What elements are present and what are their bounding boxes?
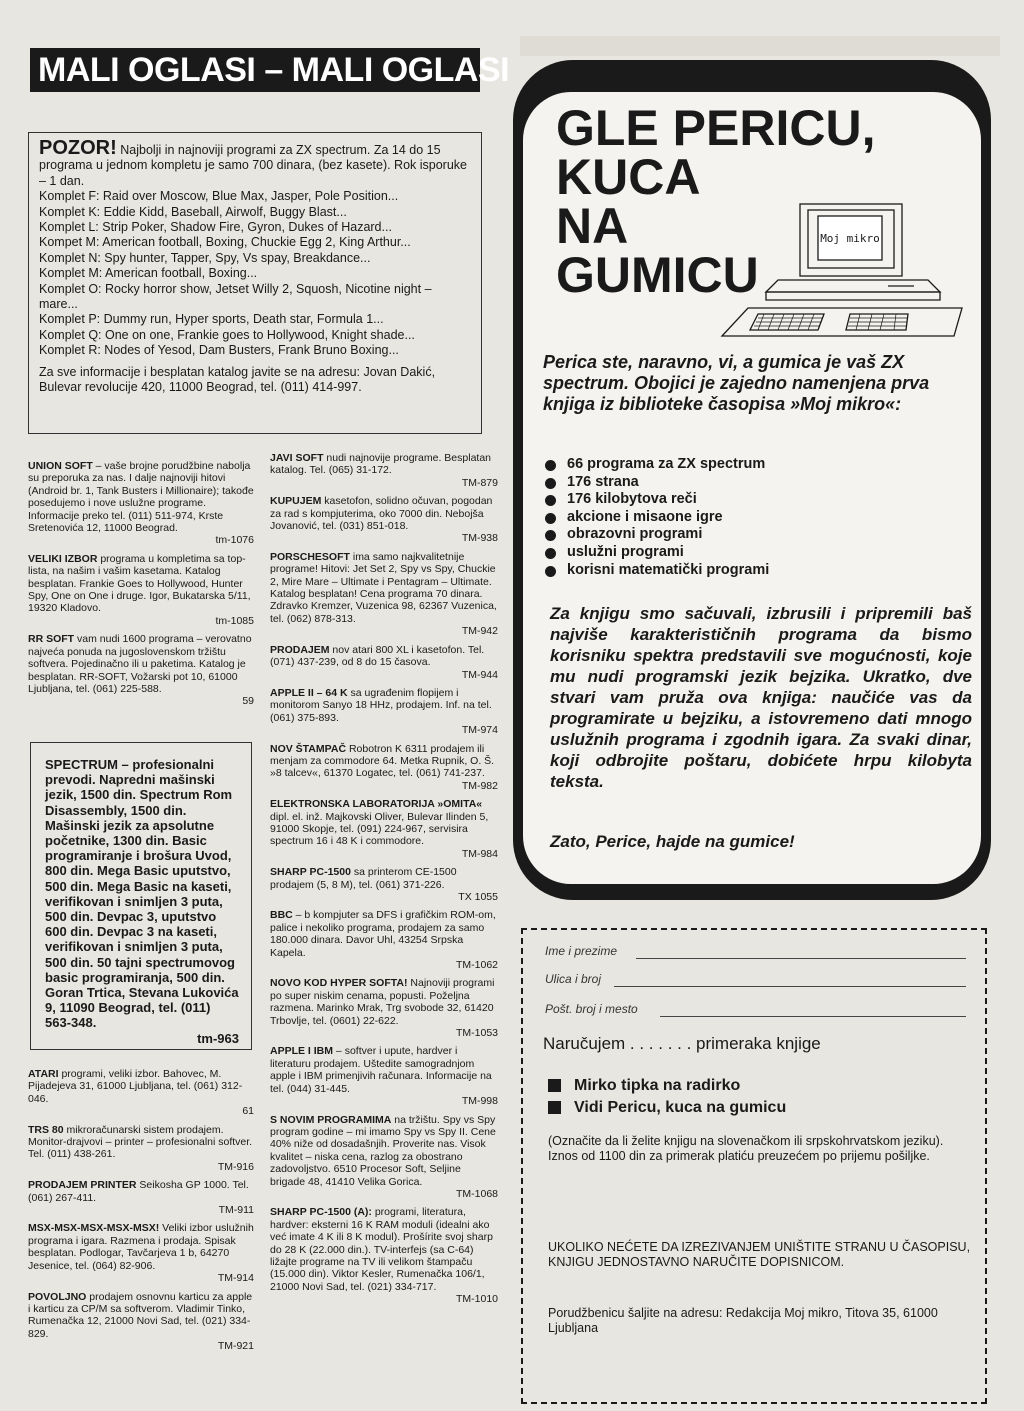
name-field-line[interactable] [636,958,966,959]
book-language-options [548,1075,786,1119]
classified-ad: SHARP PC-1500 sa printerom CE-1500 prodajem (5, 8 M), tel. (061) 371-226. TX 1055 [270,866,498,903]
option-slovenian[interactable]: Mirko tipka na radirko [548,1075,786,1097]
pozor-line: Komplet P: Dummy run, Hyper sports, Death star, Formula 1... [39,312,384,327]
left-classifieds [28,460,254,714]
book-ad-title: GLE PERICU, KUCA NA GUMICU [556,100,876,303]
pozor-intro: POZOR! Najbolji in najnoviji programi za ZX spectrum. Za 14 do 15 programa u jednom kompletu je samo 700 dinara, (bez kasete). Rok isporuke – 1 dan. [39,137,467,188]
street-field-line[interactable] [614,986,966,987]
order-warning: UKOLIKO NEĆETE DA IZREZIVANJEM UNIŠTITE STRANU U ČASOPISU, KNJIGU JEDNOSTAVNO NARUČITE DOPISNICOM. [548,1240,971,1269]
pozor-lead: POZOR! [39,137,117,159]
book-feature: obrazovni programi [543,526,963,544]
pozor-line: Komplet R: Nodes of Yesod, Dam Busters, Frank Bruno Boxing... [39,343,399,358]
pozor-line: Kompet M: American football, Boxing, Chuckie Egg 2, King Arthur... [39,235,411,250]
book-feature: korisni matematički programi [543,562,963,580]
post-field-line[interactable] [660,1016,966,1017]
classified-ad: NOVO KOD HYPER SOFTA! Najnoviji programi po super niskim cenama, popusti. Poželjna razmena. Marinko Mrak, Trg svobode 32, 61420 Trbovlje, tel. (0601) 22-622. TM-1053 [270,977,498,1040]
book-ad-intro: Perica ste, naravno, vi, a gumica je vaš ZX spectrum. Obojici je zajedno namenjena prva knjiga iz biblioteke časopisa »Moj mikro«: [543,352,930,414]
post-field-label: Pošt. broj i mesto [545,1002,638,1016]
pozor-line: Komplet L: Strip Poker, Shadow Fire, Gyron, Dukes of Hazard... [39,220,392,235]
classified-ad: KUPUJEM kasetofon, solidno očuvan, pogodan za rad s kompjuterima, oko 7000 din. Nebojša Jovanović, tel. (031) 851-018. TM-938 [270,495,498,545]
classified-ad: MSX-MSX-MSX-MSX-MSX! Veliki izbor uslužnih programa i igara. Razmena i prodaja. Spisak besplatan. Podlogar, Tavčarjeva 1 b, 64270 Jesenice, tel. (064) 82-906. TM-914 [28,1222,254,1285]
classified-ad: PRODAJEM nov atari 800 XL i kasetofon. Tel. (071) 437-239, od 8 do 15 časova. TM-944 [270,643,498,681]
pozor-line: Komplet N: Spy hunter, Tapper, Spy, Vs spay, Breakdance... [39,250,371,265]
spectrum-ad-box [30,742,252,1050]
book-feature-list [543,456,963,579]
order-quantity-line[interactable]: Naručujem . . . . . . . primeraka knjige [543,1034,821,1053]
classified-ad: ELEKTRONSKA LABORATORIJA »OMITA« dipl. el. inž. Majkovski Oliver, Bulevar Ilinden 5, 91000 Skopje, tel. (091) 224-967, servisira spectrum 16 i 48 K i commodore. TM-984 [270,798,498,860]
pozor-contact: Za sve informacije i besplatan katalog javite se na adresu: Jovan Dakić, Bulevar revolucije 420, 11000 Beograd, tel. (011) 414-997. [39,364,436,395]
classified-ad: PRODAJEM PRINTER Seikosha GP 1000. Tel. (061) 267-411. TM-911 [28,1179,254,1217]
street-field-label: Ulica i broj [545,972,602,986]
book-feature: 176 kilobytova reči [543,491,963,509]
middle-classifieds [270,452,498,1312]
classified-ad: ATARI programi, veliki izbor. Bahovec, M. Pijadejeva 31, 61000 Ljubljana, tel. (061) 312-046. 61 [28,1068,254,1118]
book-feature: uslužni programi [543,544,963,562]
classified-ad: JAVI SOFT nudi najnovije programe. Besplatan katalog. Tel. (065) 31-172. TM-879 [270,452,498,489]
book-ad-closing: Zato, Perice, hajde na gumice! [550,832,795,851]
classified-ad: RR SOFT vam nudi 1600 programa – verovatno najveća ponuda na jugoslovenskom tržištu softvera. Pojedinačno ili u paketima. Katalog je besplatan. RR-SOFT, Vožarski pot 10, 61000 Ljubljana, tel. (061) 225-588. 59 [28,633,254,708]
classified-ad: TRS 80 mikroračunarski sistem prodajem. Monitor-drajvovi – printer – profesionalni softver. Tel. (011) 438-261. TM-916 [28,1123,254,1173]
classified-ad: APPLE I IBM – softver i upute, hardver i literaturu prodajem. Uštedite samogradnjom apple i IBM primenjivih računara. Informacije na tel. (044) 31-445. TM-998 [270,1045,498,1108]
classified-ad: S NOVIM PROGRAMIMA na tržištu. Spy vs Spy program godine – mi imamo Spy vs Spy II. Cene 40% niže od dosadašnjih. Proverite nas. Visok kvalitet – niska cena, razlog za obostrano zadovoljstvo. 6510 Procesor Soft, Seljine brigade 48, 41410 Velika Gorica. TM-1068 [270,1113,498,1200]
classified-ad: UNION SOFT – vaše brojne porudžbine nabolja su preporuka za nas. I dalje najnoviji hitovi (Android br. 1, Tank Busters i Millionaire); takođe posedujemo i nove uslužne programe. Informacije preko tel. (011) 511-974, Krste Sretenovića 12, 11000 Beograd. tm-1076 [28,460,254,547]
page-header: MALI OGLASI – MALI OGLASI [30,48,480,92]
pozor-line: Komplet M: American football, Boxing... [39,266,258,281]
pozor-line: Komplet O: Rocky horror show, Jetset Willy 2, Squosh, Nicotine night – mare... [39,281,432,312]
option-serbocroatian[interactable]: Vidi Pericu, kuca na gumicu [548,1097,786,1119]
left-classifieds-lower [28,1068,254,1359]
pozor-line: Komplet K: Eddie Kidd, Baseball, Airwolf, Buggy Blast... [39,204,347,219]
book-feature: 66 programa za ZX spectrum [543,456,963,474]
book-ad-body: Za knjigu smo sačuvali, izbrusili i pripremili baš najviše karakterističnih programa da bismo korisniku spektra predstavili sve mogućnosti, koje mu nudi programski jezik bejzika. Ukratko, dve stvari vam pruža ova knjiga: naučiće vas da programirate u bejziku, a istovremeno dati mnogo uslužnih programa i zgodnih igara. Za svaki dinar, koji odbrojite poštaru, dobićete hrpu kilobyta teksta. [550,604,972,791]
book-feature: 176 strana [543,474,963,492]
monitor-screen-text: Moj mikro [820,232,880,245]
pozor-ad-box [28,132,482,434]
classified-ad: NOV ŠTAMPAČ Robotron K 6311 prodajem ili menjam za commodore 64. Metka Rupnik, O. Š. »8 talcev«, 61370 Logatec, tel. (061) 741-237. TM-982 [270,742,498,792]
classified-ad: SHARP PC-1500 (A): programi, literatura, hardver: eksterni 16 K RAM moduli (idealni ako već imate 4 K ili 8 K modul). Prošírite svoj sharp do 28 K (22.000 din.). TV-interfejs (sa C-64) ližajte programe na TV ili velikom štampaču (15.000 din). Viktor Kesler, Rumenačka 106/1, 21000 Novi Sad, tel. (021) 334-717. TM-1010 [270,1206,498,1306]
classified-ad: BBC – b kompjuter sa DFS i grafičkim ROM-om, palice i nekoliko programa, prodajem za samo 180.000 dinara. Davor Uhl, 43254 Srpska Kapela. TM-1062 [270,909,498,972]
order-address: Porudžbenicu šaljite na adresu: Redakcija Moj mikro, Titova 35, 61000 Ljubljana [548,1306,938,1335]
spectrum-ad-code: tm-963 [197,1030,239,1046]
name-field-label: Ime i prezime [545,944,618,958]
spectrum-ad-text: SPECTRUM – profesionalni prevodi. Napredni mašinski jezik, 1500 din. Spectrum Rom Disassembly, 1500 din. Mašinski jezik za apsolutne početnike, 1300 din. Basic programiranje i brošura Uvod, 800 din. Mega Basic uputstvo, 500 din. Mega Basic na kaseti, verifikovan i snimljen 3 puta, 500 din. Devpac 3, uputstvo 600 din. Devpac 3 na kaseti, verifikovan i snimljen 3 puta, 500 din. 50 tajni spectrumovog basic programiranja, 500 din. Goran Trtica, Stevana Lukovića 9, 11090 Beograd, tel. (011) 563-348. [45,757,239,1031]
classified-ad: PORSCHESOFT ima samo najkvalitetnije programe! Hitovi: Jet Set 2, Spy vs Spy, Chuckie 2, Mire Mare – Ultimate i Pentagram – Ultimate. Katalog besplatan! Cena programa 70 dinara. Zdravko Kremzer, Vuzenica 98, 62367 Vuzenica, tel. (062) 878-313. TM-942 [270,550,498,638]
computer-illustration [718,200,966,342]
background-bleed [520,36,1000,56]
book-feature: akcione i misaone igre [543,509,963,527]
pozor-line: Komplet F: Raid over Moscow, Blue Max, Jasper, Pole Position... [39,189,399,204]
classified-ad: APPLE II – 64 K sa ugrađenim flopijem i monitorom Sanyo 18 HHz, prodajem. Inf. na tel. (061) 375-893. TM-974 [270,686,498,737]
order-note: (Označite da li želite knjigu na slovenačkom ili srpskohrvatskom jeziku). Iznos od 1100 din za primerak platiću preuzećem po prijemu pošiljke. [548,1134,944,1163]
classified-ad: VELIKI IZBOR programa u kompletima sa top-lista, na našim i vašim kasetama. Katalog besplatan. Frankie Goes to Hollywood, Hunter Spy, One on One i druge. Igor, Bukatarska 5/11, 19320 Kladovo. tm-1085 [28,552,254,627]
classified-ad: POVOLJNO prodajem osnovnu karticu za apple i karticu za CP/M sa softverom. Vladimir Tinko, Rumenačka 12, 21000 Novi Sad, tel. (021) 334-829. TM-921 [28,1290,254,1353]
pozor-line: Komplet Q: One on one, Frankie goes to Hollywood, Knight shade... [39,327,415,342]
